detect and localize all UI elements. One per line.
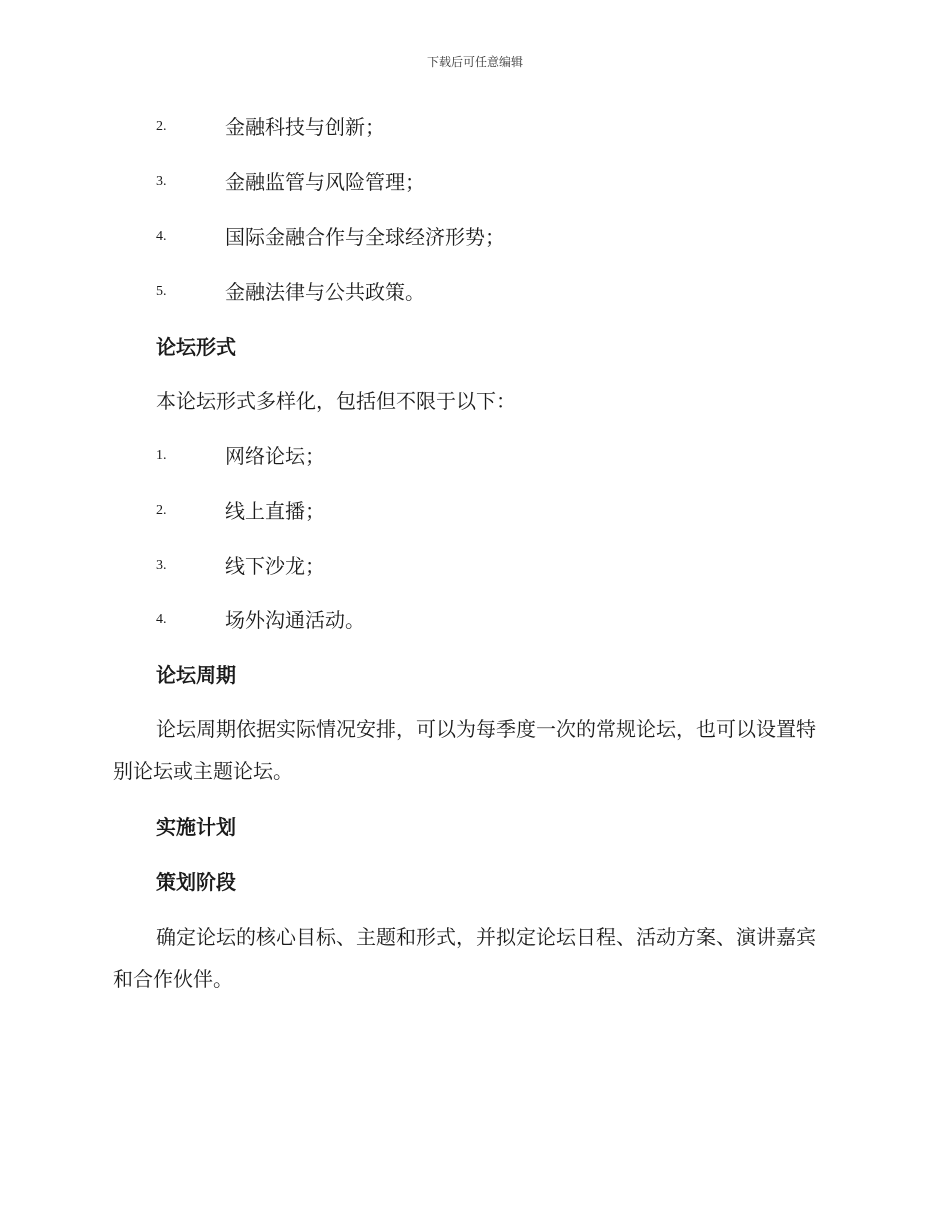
list-text: 金融法律与公共政策。 bbox=[225, 280, 425, 304]
section-heading-plan: 实施计划 bbox=[156, 815, 236, 839]
list-text: 线下沙龙； bbox=[225, 554, 325, 578]
cycle-paragraph: 论坛周期依据实际情况安排，可以为每季度一次的常规论坛，也可以设置特别论坛或主题论坛。 bbox=[113, 717, 816, 783]
list-number: 3. bbox=[156, 174, 167, 189]
section-heading-stage: 策划阶段 bbox=[156, 870, 236, 894]
list-number: 4. bbox=[156, 229, 167, 244]
list-number: 4. bbox=[156, 612, 167, 627]
page-header: 下载后可任意编辑 bbox=[426, 55, 523, 69]
list-number: 3. bbox=[156, 558, 167, 573]
list-text: 线上直播； bbox=[225, 499, 325, 523]
section-heading-cycle: 论坛周期 bbox=[156, 663, 236, 687]
list-text: 金融科技与创新； bbox=[225, 115, 385, 139]
list-text: 国际金融合作与全球经济形势； bbox=[225, 225, 505, 249]
forms-intro: 本论坛形式多样化，包括但不限于以下： bbox=[156, 389, 516, 413]
list-number: 2. bbox=[156, 119, 167, 134]
list-number: 1. bbox=[156, 448, 167, 463]
list-text: 网络论坛； bbox=[225, 444, 325, 468]
stage-paragraph: 确定论坛的核心目标、主题和形式，并拟定论坛日程、活动方案、演讲嘉宾和合作伙伴。 bbox=[113, 925, 816, 991]
section-heading-forms: 论坛形式 bbox=[156, 335, 236, 359]
list-number: 5. bbox=[156, 284, 167, 299]
list-text: 金融监管与风险管理； bbox=[225, 170, 425, 194]
list-text: 场外沟通活动。 bbox=[225, 608, 365, 632]
list-number: 2. bbox=[156, 503, 167, 518]
